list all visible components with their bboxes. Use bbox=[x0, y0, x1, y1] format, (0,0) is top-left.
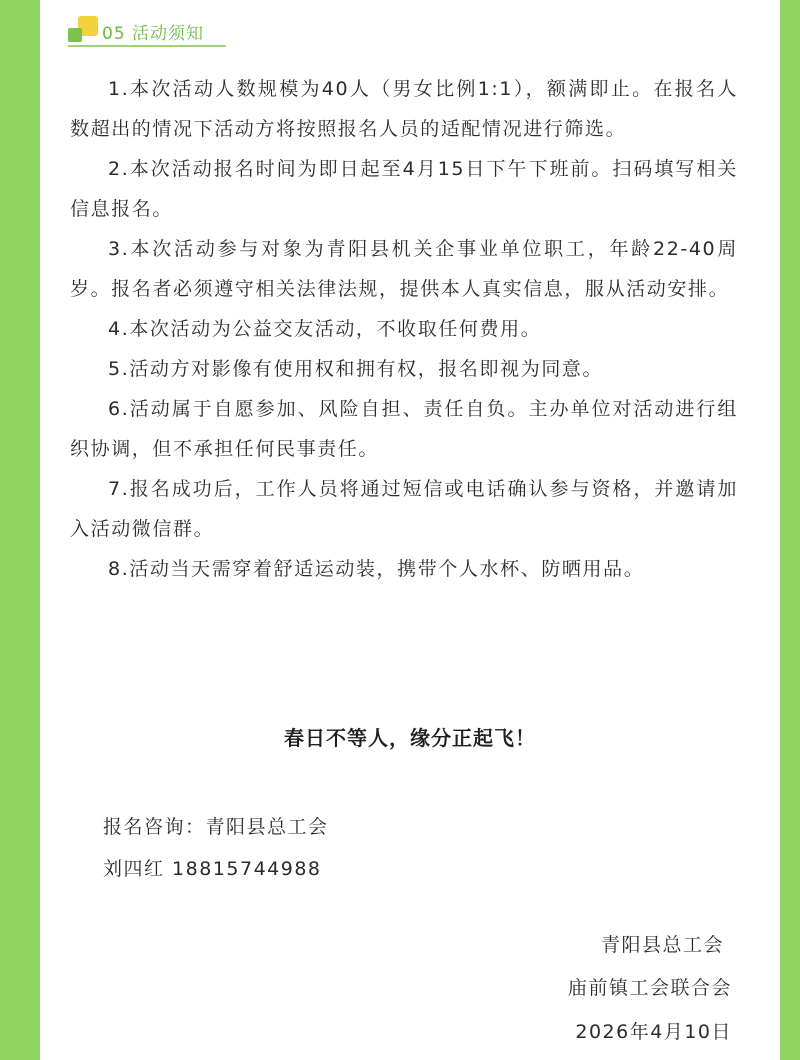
notice-item-2: 2.本次活动报名时间为即日起至4月15日下午下班前。扫码填写相关信息报名。 bbox=[70, 158, 738, 220]
notice-item-3: 3.本次活动参与对象为青阳县机关企事业单位职工，年龄22-40周岁。报名者必须遵守相关法律法规，提供本人真实信息，服从活动安排。 bbox=[70, 238, 738, 300]
notice-item-7: 7.报名成功后，工作人员将通过短信或电话确认参与资格，并邀请加入活动微信群。 bbox=[70, 478, 738, 540]
notice-list bbox=[70, 69, 738, 589]
right-green-border bbox=[780, 0, 800, 1060]
left-green-border bbox=[0, 0, 40, 1060]
header-green-square-icon bbox=[68, 28, 82, 42]
notice-item-8: 8.活动当天需穿着舒适运动装，携带个人水杯、防晒用品。 bbox=[108, 558, 645, 580]
notice-item-5: 5.活动方对影像有使用权和拥有权，报名即视为同意。 bbox=[108, 358, 604, 380]
notice-item-6: 6.活动属于自愿参加、风险自担、责任自负。主办单位对活动进行组织协调，但不承担任何民事责任。 bbox=[70, 398, 738, 460]
section-header bbox=[66, 16, 226, 48]
section-title: 05 活动须知 bbox=[102, 24, 205, 44]
notice-item-1: 1.本次活动人数规模为40人（男女比例1:1），额满即止。在报名人数超出的情况下活动方将按照报名人员的适配情况进行筛选。 bbox=[70, 78, 738, 140]
notice-item-4: 4.本次活动为公益交友活动，不收取任何费用。 bbox=[108, 318, 542, 340]
signature-org-2: 庙前镇工会联合会 bbox=[567, 977, 732, 999]
signature-org-1: 青阳县总工会 bbox=[600, 934, 724, 956]
slogan: 春日不等人，缘分正起飞！ bbox=[284, 726, 536, 750]
contact-person-phone: 刘四红 18815744988 bbox=[103, 858, 322, 880]
contact-consult: 报名咨询：青阳县总工会 bbox=[103, 816, 329, 838]
header-underline bbox=[68, 45, 226, 47]
signature-date: 2026年4月10日 bbox=[575, 1021, 732, 1043]
